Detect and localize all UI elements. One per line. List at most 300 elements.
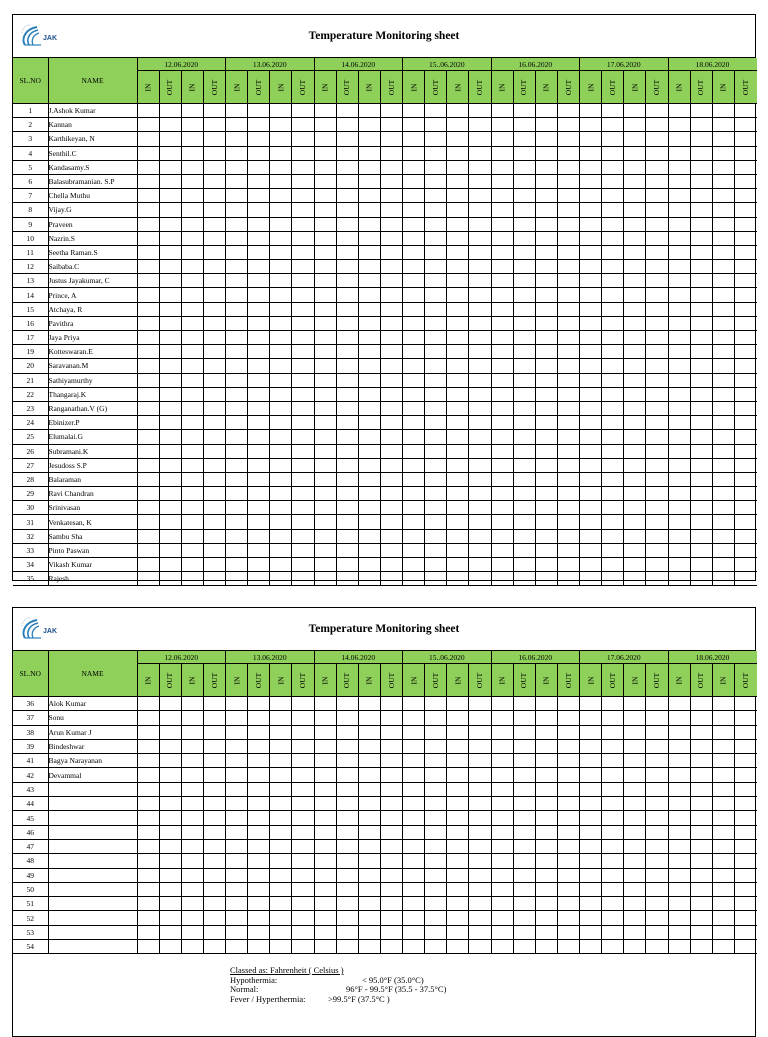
temperature-cell[interactable] (513, 543, 535, 557)
temperature-cell[interactable] (314, 868, 336, 882)
temperature-cell[interactable] (557, 768, 579, 782)
temperature-cell[interactable] (734, 868, 756, 882)
temperature-cell[interactable] (314, 189, 336, 203)
temperature-cell[interactable] (734, 739, 756, 753)
temperature-cell[interactable] (380, 868, 402, 882)
temperature-cell[interactable] (336, 331, 358, 345)
temperature-cell[interactable] (734, 487, 756, 501)
temperature-cell[interactable] (203, 160, 225, 174)
temperature-cell[interactable] (557, 782, 579, 796)
temperature-cell[interactable] (469, 911, 491, 925)
temperature-cell[interactable] (380, 302, 402, 316)
temperature-cell[interactable] (314, 572, 336, 586)
temperature-cell[interactable] (380, 882, 402, 896)
temperature-cell[interactable] (557, 911, 579, 925)
temperature-cell[interactable] (181, 373, 203, 387)
temperature-cell[interactable] (358, 444, 380, 458)
temperature-cell[interactable] (602, 501, 624, 515)
temperature-cell[interactable] (690, 288, 712, 302)
temperature-cell[interactable] (557, 174, 579, 188)
temperature-cell[interactable] (226, 189, 248, 203)
temperature-cell[interactable] (270, 925, 292, 939)
temperature-cell[interactable] (602, 174, 624, 188)
temperature-cell[interactable] (513, 231, 535, 245)
temperature-cell[interactable] (513, 174, 535, 188)
temperature-cell[interactable] (491, 302, 513, 316)
temperature-cell[interactable] (602, 401, 624, 415)
temperature-cell[interactable] (336, 868, 358, 882)
temperature-cell[interactable] (712, 925, 734, 939)
temperature-cell[interactable] (513, 359, 535, 373)
temperature-cell[interactable] (270, 245, 292, 259)
temperature-cell[interactable] (646, 104, 668, 118)
temperature-cell[interactable] (403, 697, 425, 711)
temperature-cell[interactable] (314, 558, 336, 572)
temperature-cell[interactable] (491, 260, 513, 274)
temperature-cell[interactable] (248, 797, 270, 811)
temperature-cell[interactable] (557, 203, 579, 217)
temperature-cell[interactable] (403, 515, 425, 529)
temperature-cell[interactable] (447, 768, 469, 782)
temperature-cell[interactable] (491, 430, 513, 444)
temperature-cell[interactable] (602, 825, 624, 839)
temperature-cell[interactable] (535, 146, 557, 160)
temperature-cell[interactable] (292, 697, 314, 711)
temperature-cell[interactable] (690, 373, 712, 387)
temperature-cell[interactable] (712, 387, 734, 401)
temperature-cell[interactable] (226, 839, 248, 853)
temperature-cell[interactable] (159, 444, 181, 458)
temperature-cell[interactable] (513, 416, 535, 430)
temperature-cell[interactable] (535, 458, 557, 472)
temperature-cell[interactable] (690, 839, 712, 853)
temperature-cell[interactable] (690, 217, 712, 231)
temperature-cell[interactable] (137, 501, 159, 515)
temperature-cell[interactable] (447, 529, 469, 543)
temperature-cell[interactable] (314, 444, 336, 458)
temperature-cell[interactable] (314, 401, 336, 415)
temperature-cell[interactable] (137, 302, 159, 316)
temperature-cell[interactable] (668, 373, 690, 387)
temperature-cell[interactable] (646, 444, 668, 458)
temperature-cell[interactable] (314, 316, 336, 330)
temperature-cell[interactable] (181, 458, 203, 472)
temperature-cell[interactable] (159, 118, 181, 132)
temperature-cell[interactable] (513, 768, 535, 782)
temperature-cell[interactable] (137, 911, 159, 925)
temperature-cell[interactable] (159, 868, 181, 882)
temperature-cell[interactable] (491, 797, 513, 811)
temperature-cell[interactable] (469, 401, 491, 415)
temperature-cell[interactable] (447, 430, 469, 444)
temperature-cell[interactable] (425, 458, 447, 472)
temperature-cell[interactable] (557, 316, 579, 330)
temperature-cell[interactable] (226, 345, 248, 359)
temperature-cell[interactable] (535, 529, 557, 543)
temperature-cell[interactable] (292, 146, 314, 160)
temperature-cell[interactable] (248, 472, 270, 486)
temperature-cell[interactable] (624, 387, 646, 401)
temperature-cell[interactable] (646, 543, 668, 557)
temperature-cell[interactable] (712, 458, 734, 472)
temperature-cell[interactable] (668, 897, 690, 911)
temperature-cell[interactable] (226, 302, 248, 316)
temperature-cell[interactable] (226, 925, 248, 939)
temperature-cell[interactable] (314, 288, 336, 302)
temperature-cell[interactable] (580, 430, 602, 444)
temperature-cell[interactable] (336, 401, 358, 415)
temperature-cell[interactable] (226, 572, 248, 586)
temperature-cell[interactable] (447, 302, 469, 316)
temperature-cell[interactable] (624, 725, 646, 739)
temperature-cell[interactable] (535, 203, 557, 217)
temperature-cell[interactable] (226, 203, 248, 217)
temperature-cell[interactable] (358, 501, 380, 515)
temperature-cell[interactable] (137, 697, 159, 711)
temperature-cell[interactable] (181, 217, 203, 231)
temperature-cell[interactable] (270, 529, 292, 543)
temperature-cell[interactable] (181, 811, 203, 825)
temperature-cell[interactable] (469, 160, 491, 174)
temperature-cell[interactable] (181, 416, 203, 430)
temperature-cell[interactable] (734, 316, 756, 330)
temperature-cell[interactable] (557, 416, 579, 430)
temperature-cell[interactable] (358, 529, 380, 543)
temperature-cell[interactable] (513, 839, 535, 853)
temperature-cell[interactable] (403, 558, 425, 572)
temperature-cell[interactable] (292, 316, 314, 330)
temperature-cell[interactable] (425, 882, 447, 896)
temperature-cell[interactable] (469, 146, 491, 160)
temperature-cell[interactable] (469, 543, 491, 557)
temperature-cell[interactable] (270, 558, 292, 572)
temperature-cell[interactable] (557, 725, 579, 739)
temperature-cell[interactable] (690, 501, 712, 515)
temperature-cell[interactable] (203, 331, 225, 345)
temperature-cell[interactable] (403, 288, 425, 302)
temperature-cell[interactable] (469, 725, 491, 739)
temperature-cell[interactable] (690, 458, 712, 472)
temperature-cell[interactable] (336, 472, 358, 486)
temperature-cell[interactable] (624, 825, 646, 839)
temperature-cell[interactable] (226, 501, 248, 515)
temperature-cell[interactable] (380, 288, 402, 302)
temperature-cell[interactable] (668, 104, 690, 118)
temperature-cell[interactable] (646, 331, 668, 345)
temperature-cell[interactable] (270, 331, 292, 345)
temperature-cell[interactable] (358, 768, 380, 782)
temperature-cell[interactable] (203, 725, 225, 739)
temperature-cell[interactable] (226, 529, 248, 543)
temperature-cell[interactable] (270, 811, 292, 825)
temperature-cell[interactable] (248, 288, 270, 302)
temperature-cell[interactable] (380, 203, 402, 217)
temperature-cell[interactable] (491, 203, 513, 217)
temperature-cell[interactable] (580, 697, 602, 711)
temperature-cell[interactable] (292, 940, 314, 954)
temperature-cell[interactable] (557, 387, 579, 401)
temperature-cell[interactable] (491, 359, 513, 373)
temperature-cell[interactable] (292, 711, 314, 725)
temperature-cell[interactable] (491, 811, 513, 825)
temperature-cell[interactable] (580, 487, 602, 501)
temperature-cell[interactable] (447, 373, 469, 387)
temperature-cell[interactable] (270, 316, 292, 330)
temperature-cell[interactable] (491, 387, 513, 401)
temperature-cell[interactable] (491, 245, 513, 259)
temperature-cell[interactable] (137, 359, 159, 373)
temperature-cell[interactable] (491, 373, 513, 387)
temperature-cell[interactable] (314, 925, 336, 939)
temperature-cell[interactable] (690, 925, 712, 939)
temperature-cell[interactable] (513, 725, 535, 739)
temperature-cell[interactable] (270, 825, 292, 839)
temperature-cell[interactable] (137, 529, 159, 543)
temperature-cell[interactable] (270, 782, 292, 796)
temperature-cell[interactable] (425, 331, 447, 345)
temperature-cell[interactable] (513, 940, 535, 954)
temperature-cell[interactable] (602, 797, 624, 811)
temperature-cell[interactable] (535, 697, 557, 711)
temperature-cell[interactable] (137, 416, 159, 430)
temperature-cell[interactable] (203, 925, 225, 939)
temperature-cell[interactable] (602, 331, 624, 345)
temperature-cell[interactable] (535, 882, 557, 896)
temperature-cell[interactable] (137, 839, 159, 853)
temperature-cell[interactable] (602, 558, 624, 572)
temperature-cell[interactable] (137, 387, 159, 401)
temperature-cell[interactable] (557, 118, 579, 132)
temperature-cell[interactable] (403, 444, 425, 458)
temperature-cell[interactable] (602, 146, 624, 160)
temperature-cell[interactable] (557, 132, 579, 146)
temperature-cell[interactable] (557, 754, 579, 768)
temperature-cell[interactable] (646, 373, 668, 387)
temperature-cell[interactable] (668, 146, 690, 160)
temperature-cell[interactable] (270, 118, 292, 132)
temperature-cell[interactable] (690, 739, 712, 753)
temperature-cell[interactable] (469, 118, 491, 132)
temperature-cell[interactable] (646, 797, 668, 811)
temperature-cell[interactable] (602, 316, 624, 330)
temperature-cell[interactable] (292, 472, 314, 486)
temperature-cell[interactable] (248, 245, 270, 259)
temperature-cell[interactable] (181, 711, 203, 725)
temperature-cell[interactable] (336, 543, 358, 557)
temperature-cell[interactable] (203, 373, 225, 387)
temperature-cell[interactable] (314, 430, 336, 444)
temperature-cell[interactable] (181, 274, 203, 288)
temperature-cell[interactable] (624, 711, 646, 725)
temperature-cell[interactable] (668, 245, 690, 259)
temperature-cell[interactable] (358, 288, 380, 302)
temperature-cell[interactable] (403, 274, 425, 288)
temperature-cell[interactable] (181, 501, 203, 515)
temperature-cell[interactable] (668, 132, 690, 146)
temperature-cell[interactable] (403, 373, 425, 387)
temperature-cell[interactable] (336, 189, 358, 203)
temperature-cell[interactable] (292, 203, 314, 217)
temperature-cell[interactable] (314, 782, 336, 796)
temperature-cell[interactable] (270, 231, 292, 245)
temperature-cell[interactable] (535, 572, 557, 586)
temperature-cell[interactable] (580, 797, 602, 811)
temperature-cell[interactable] (557, 146, 579, 160)
temperature-cell[interactable] (712, 797, 734, 811)
temperature-cell[interactable] (690, 754, 712, 768)
temperature-cell[interactable] (248, 416, 270, 430)
temperature-cell[interactable] (248, 387, 270, 401)
temperature-cell[interactable] (734, 711, 756, 725)
temperature-cell[interactable] (248, 174, 270, 188)
temperature-cell[interactable] (734, 911, 756, 925)
temperature-cell[interactable] (137, 331, 159, 345)
temperature-cell[interactable] (469, 189, 491, 203)
temperature-cell[interactable] (469, 331, 491, 345)
temperature-cell[interactable] (646, 189, 668, 203)
temperature-cell[interactable] (602, 387, 624, 401)
temperature-cell[interactable] (734, 725, 756, 739)
temperature-cell[interactable] (580, 882, 602, 896)
temperature-cell[interactable] (203, 458, 225, 472)
temperature-cell[interactable] (380, 697, 402, 711)
temperature-cell[interactable] (203, 203, 225, 217)
temperature-cell[interactable] (734, 146, 756, 160)
temperature-cell[interactable] (203, 782, 225, 796)
temperature-cell[interactable] (646, 529, 668, 543)
temperature-cell[interactable] (513, 529, 535, 543)
temperature-cell[interactable] (734, 387, 756, 401)
temperature-cell[interactable] (292, 288, 314, 302)
temperature-cell[interactable] (181, 739, 203, 753)
temperature-cell[interactable] (292, 231, 314, 245)
temperature-cell[interactable] (690, 768, 712, 782)
temperature-cell[interactable] (668, 797, 690, 811)
temperature-cell[interactable] (535, 118, 557, 132)
temperature-cell[interactable] (624, 245, 646, 259)
temperature-cell[interactable] (491, 487, 513, 501)
temperature-cell[interactable] (513, 925, 535, 939)
temperature-cell[interactable] (380, 487, 402, 501)
temperature-cell[interactable] (513, 897, 535, 911)
temperature-cell[interactable] (646, 302, 668, 316)
temperature-cell[interactable] (380, 782, 402, 796)
temperature-cell[interactable] (425, 487, 447, 501)
temperature-cell[interactable] (491, 711, 513, 725)
temperature-cell[interactable] (336, 754, 358, 768)
temperature-cell[interactable] (336, 811, 358, 825)
temperature-cell[interactable] (580, 288, 602, 302)
temperature-cell[interactable] (181, 854, 203, 868)
temperature-cell[interactable] (270, 940, 292, 954)
temperature-cell[interactable] (403, 260, 425, 274)
temperature-cell[interactable] (447, 387, 469, 401)
temperature-cell[interactable] (248, 543, 270, 557)
temperature-cell[interactable] (624, 430, 646, 444)
temperature-cell[interactable] (159, 387, 181, 401)
temperature-cell[interactable] (159, 739, 181, 753)
temperature-cell[interactable] (425, 768, 447, 782)
temperature-cell[interactable] (646, 882, 668, 896)
temperature-cell[interactable] (535, 160, 557, 174)
temperature-cell[interactable] (602, 572, 624, 586)
temperature-cell[interactable] (624, 444, 646, 458)
temperature-cell[interactable] (336, 316, 358, 330)
temperature-cell[interactable] (137, 132, 159, 146)
temperature-cell[interactable] (380, 501, 402, 515)
temperature-cell[interactable] (403, 501, 425, 515)
temperature-cell[interactable] (646, 754, 668, 768)
temperature-cell[interactable] (314, 118, 336, 132)
temperature-cell[interactable] (580, 217, 602, 231)
temperature-cell[interactable] (248, 160, 270, 174)
temperature-cell[interactable] (557, 245, 579, 259)
temperature-cell[interactable] (181, 430, 203, 444)
temperature-cell[interactable] (336, 345, 358, 359)
temperature-cell[interactable] (513, 331, 535, 345)
temperature-cell[interactable] (447, 897, 469, 911)
temperature-cell[interactable] (358, 231, 380, 245)
temperature-cell[interactable] (248, 868, 270, 882)
temperature-cell[interactable] (226, 160, 248, 174)
temperature-cell[interactable] (248, 940, 270, 954)
temperature-cell[interactable] (270, 217, 292, 231)
temperature-cell[interactable] (447, 288, 469, 302)
temperature-cell[interactable] (447, 825, 469, 839)
temperature-cell[interactable] (624, 146, 646, 160)
temperature-cell[interactable] (712, 754, 734, 768)
temperature-cell[interactable] (469, 274, 491, 288)
temperature-cell[interactable] (535, 231, 557, 245)
temperature-cell[interactable] (159, 543, 181, 557)
temperature-cell[interactable] (668, 739, 690, 753)
temperature-cell[interactable] (646, 854, 668, 868)
temperature-cell[interactable] (690, 174, 712, 188)
temperature-cell[interactable] (380, 725, 402, 739)
temperature-cell[interactable] (314, 146, 336, 160)
temperature-cell[interactable] (336, 359, 358, 373)
temperature-cell[interactable] (137, 458, 159, 472)
temperature-cell[interactable] (513, 697, 535, 711)
temperature-cell[interactable] (226, 882, 248, 896)
temperature-cell[interactable] (447, 882, 469, 896)
temperature-cell[interactable] (270, 302, 292, 316)
temperature-cell[interactable] (336, 529, 358, 543)
temperature-cell[interactable] (137, 754, 159, 768)
temperature-cell[interactable] (646, 401, 668, 415)
temperature-cell[interactable] (447, 543, 469, 557)
temperature-cell[interactable] (270, 882, 292, 896)
temperature-cell[interactable] (447, 725, 469, 739)
temperature-cell[interactable] (513, 444, 535, 458)
temperature-cell[interactable] (403, 825, 425, 839)
temperature-cell[interactable] (734, 359, 756, 373)
temperature-cell[interactable] (159, 725, 181, 739)
temperature-cell[interactable] (447, 558, 469, 572)
temperature-cell[interactable] (734, 768, 756, 782)
temperature-cell[interactable] (159, 288, 181, 302)
temperature-cell[interactable] (447, 472, 469, 486)
temperature-cell[interactable] (403, 146, 425, 160)
temperature-cell[interactable] (535, 811, 557, 825)
temperature-cell[interactable] (712, 359, 734, 373)
temperature-cell[interactable] (491, 345, 513, 359)
temperature-cell[interactable] (646, 825, 668, 839)
temperature-cell[interactable] (491, 174, 513, 188)
temperature-cell[interactable] (403, 416, 425, 430)
temperature-cell[interactable] (314, 697, 336, 711)
temperature-cell[interactable] (469, 444, 491, 458)
